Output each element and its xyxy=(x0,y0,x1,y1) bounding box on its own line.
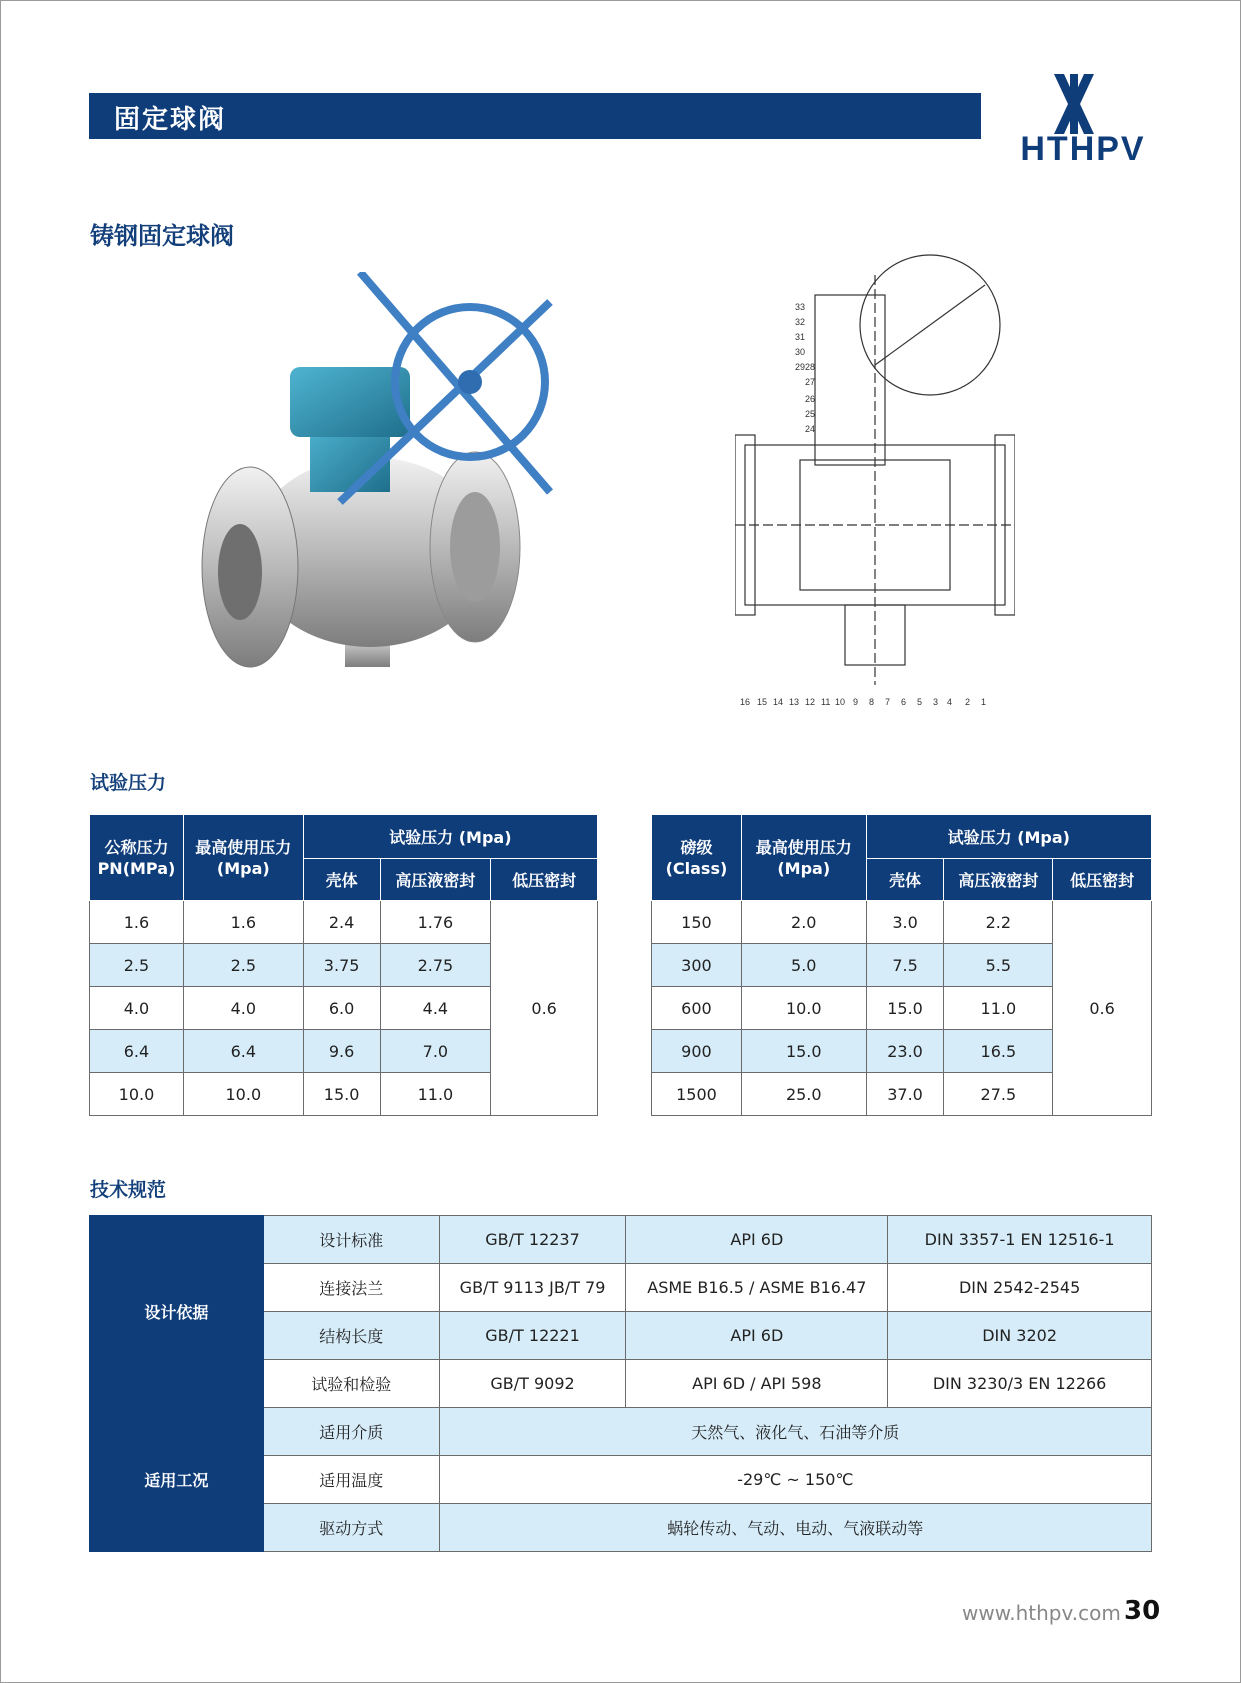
table-row: 2.5 2.5 3.75 2.75 xyxy=(90,944,598,987)
table-row: 设计依据 设计标准 GB/T 12237 API 6D DIN 3357-1 EN 12516-1 xyxy=(90,1216,1152,1264)
page-number: 30 xyxy=(1124,1596,1161,1626)
drawing-label-33: 33 xyxy=(795,302,806,312)
drawing-label-25: 25 xyxy=(805,409,816,419)
table-row: 适用工况 适用介质 天然气、液化气、石油等介质 xyxy=(90,1408,1152,1456)
table-row: 600 10.0 15.0 11.0 xyxy=(652,987,1152,1030)
technical-spec-table xyxy=(89,1215,1152,1552)
col-header-shell: 壳体 xyxy=(303,859,380,901)
col-header-high-seal: 高压液密封 xyxy=(380,859,491,901)
svg-text:HTHPV: HTHPV xyxy=(1020,130,1146,166)
col-header-nominal-pressure: 公称压力 PN(MPa) xyxy=(90,815,184,901)
svg-text:5: 5 xyxy=(917,697,923,707)
svg-text:10: 10 xyxy=(835,697,846,707)
header-bar xyxy=(89,93,981,139)
svg-text:14: 14 xyxy=(773,697,784,707)
product-title: 铸钢固定球阀 xyxy=(90,222,234,250)
ball-valve-photo xyxy=(200,272,570,702)
col-header-test-pressure: 试验压力 (Mpa) xyxy=(303,815,597,859)
table-row: 1500 25.0 37.0 27.5 xyxy=(652,1073,1152,1116)
svg-text:9: 9 xyxy=(853,697,859,707)
svg-text:8: 8 xyxy=(869,697,875,707)
col-header-low-seal: 低压密封 xyxy=(491,859,598,901)
table-row: 试验和检验 GB/T 9092 API 6D / API 598 DIN 3230/3 EN 12266 xyxy=(90,1360,1152,1408)
drawing-label-30: 30 xyxy=(795,347,806,357)
page-title: 固定球阀 xyxy=(114,105,227,135)
table-row: 150 2.0 3.0 2.2 0.6 xyxy=(652,901,1152,944)
hthpv-logo xyxy=(1012,70,1154,166)
table-row: 1.6 1.6 2.4 1.76 0.6 xyxy=(90,901,598,944)
col-header-max-pressure: 最高使用压力 (Mpa) xyxy=(741,815,866,901)
group-design-basis: 设计依据 xyxy=(90,1216,264,1408)
drawing-label-2928: 2928 xyxy=(795,362,816,372)
pressure-section-title: 试验压力 xyxy=(90,772,167,794)
table-row: 驱动方式 蜗轮传动、气动、电动、气液联动等 xyxy=(90,1504,1152,1552)
drawing-label-24: 24 xyxy=(805,424,816,434)
test-pressure-table-pn xyxy=(89,814,598,1116)
svg-text:16: 16 xyxy=(740,697,751,707)
svg-text:12: 12 xyxy=(805,697,816,707)
svg-text:13: 13 xyxy=(789,697,800,707)
table-row: 结构长度 GB/T 12221 API 6D DIN 3202 xyxy=(90,1312,1152,1360)
svg-text:15: 15 xyxy=(757,697,768,707)
col-header-shell: 壳体 xyxy=(866,859,944,901)
col-header-high-seal: 高压液密封 xyxy=(944,859,1053,901)
footer-url: www.hthpv.com xyxy=(962,1601,1121,1625)
table-row: 适用温度 -29℃ ~ 150℃ xyxy=(90,1456,1152,1504)
table-row: 10.0 10.0 15.0 11.0 xyxy=(90,1073,598,1116)
group-working-conditions: 适用工况 xyxy=(90,1408,264,1552)
svg-text:3: 3 xyxy=(933,697,939,707)
spec-section-title: 技术规范 xyxy=(90,1179,167,1201)
table-row: 6.4 6.4 9.6 7.0 xyxy=(90,1030,598,1073)
svg-text:1: 1 xyxy=(981,697,987,707)
col-header-test-pressure: 试验压力 (Mpa) xyxy=(866,815,1151,859)
svg-text:2: 2 xyxy=(965,697,971,707)
svg-text:11: 11 xyxy=(821,697,831,707)
drawing-label-32: 32 xyxy=(795,317,806,327)
drawing-label-31: 31 xyxy=(795,332,806,342)
drawing-label-26: 26 xyxy=(805,394,816,404)
table-row: 900 15.0 23.0 16.5 xyxy=(652,1030,1152,1073)
col-header-class: 磅级 (Class) xyxy=(652,815,742,901)
valve-cross-section-drawing xyxy=(735,245,1015,715)
table-row: 连接法兰 GB/T 9113 JB/T 79 ASME B16.5 / ASME B16.47 DIN 2542-2545 xyxy=(90,1264,1152,1312)
col-header-max-pressure: 最高使用压力 (Mpa) xyxy=(183,815,303,901)
drawing-label-27: 27 xyxy=(805,377,816,387)
svg-text:6: 6 xyxy=(901,697,907,707)
svg-text:4: 4 xyxy=(947,697,953,707)
col-header-low-seal: 低压密封 xyxy=(1053,859,1152,901)
table-row: 4.0 4.0 6.0 4.4 xyxy=(90,987,598,1030)
table-row: 300 5.0 7.5 5.5 xyxy=(652,944,1152,987)
low-seal-value: 0.6 xyxy=(1053,901,1152,1116)
low-seal-value: 0.6 xyxy=(491,901,598,1116)
test-pressure-table-class xyxy=(651,814,1152,1116)
svg-text:7: 7 xyxy=(885,697,891,707)
